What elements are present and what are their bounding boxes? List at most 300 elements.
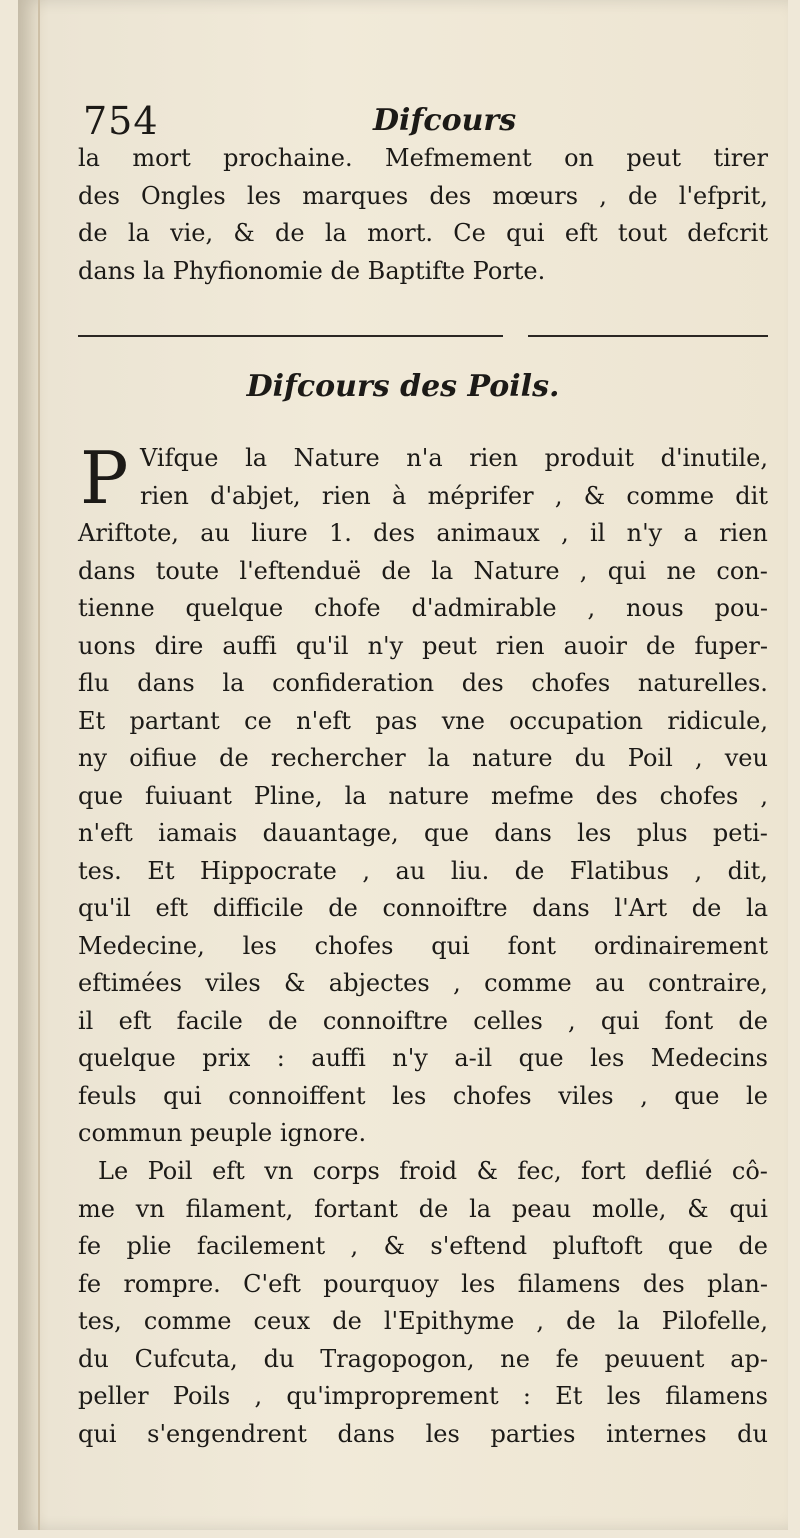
- word: du: [737, 1419, 768, 1448]
- word: pas: [375, 706, 418, 735]
- word: que: [423, 819, 469, 847]
- word: le: [746, 1081, 768, 1110]
- word: ,: [453, 969, 461, 997]
- word: fe: [78, 1269, 102, 1298]
- word: n'eft: [296, 706, 351, 735]
- ornamental-rule: [78, 333, 768, 339]
- word: plie: [126, 1232, 172, 1260]
- continuation-line: [78, 178, 768, 216]
- word: &: [284, 969, 306, 997]
- word: de: [275, 219, 305, 247]
- paragraph-line: [78, 628, 768, 666]
- word: les: [577, 819, 612, 847]
- word: vn: [135, 1194, 165, 1223]
- text-line: [78, 215, 768, 253]
- paragraph-line: [78, 1378, 768, 1416]
- word: viles: [558, 1081, 614, 1110]
- word: filament,: [185, 1194, 294, 1223]
- word: Nature: [473, 556, 560, 585]
- paragraph-line: [78, 1191, 768, 1229]
- word: n'y: [367, 631, 404, 660]
- word: qui: [431, 931, 470, 960]
- word: abjectes: [328, 969, 430, 997]
- word: naturelles.: [637, 669, 768, 697]
- word: n'y: [626, 519, 663, 547]
- word: Ongles: [141, 181, 226, 210]
- word: vie,: [170, 219, 214, 247]
- word: pou-: [714, 594, 768, 622]
- page-number: 754: [83, 99, 159, 143]
- paragraph-line: [78, 1416, 768, 1454]
- continuation-line: [78, 215, 768, 253]
- word: chofe: [314, 594, 381, 622]
- word: filamens: [517, 1269, 621, 1298]
- word: rompre.: [123, 1269, 221, 1298]
- word: n'a: [406, 444, 443, 472]
- word: nous: [626, 594, 684, 622]
- text-line: [78, 178, 768, 216]
- word: Le: [98, 1157, 129, 1185]
- word: les: [606, 1382, 641, 1410]
- text-line: [78, 1341, 768, 1379]
- word: tienne: [78, 594, 155, 622]
- word: s'engendrent: [147, 1419, 307, 1448]
- word: au: [200, 519, 230, 547]
- word: font: [507, 931, 557, 960]
- word: mefme: [491, 781, 574, 810]
- word: pourquoy: [323, 1269, 439, 1298]
- word: confideration: [272, 669, 435, 697]
- word: ,: [350, 1232, 359, 1260]
- word: eft: [564, 219, 598, 247]
- word: au: [595, 969, 625, 997]
- drop-cap-letter: P: [80, 436, 129, 520]
- word: peut: [422, 631, 477, 660]
- paragraph-line: [78, 515, 768, 553]
- word: la: [617, 1307, 640, 1335]
- word: molle,: [592, 1194, 667, 1223]
- word: dit: [735, 481, 768, 510]
- word: de: [738, 1232, 768, 1260]
- word: de: [268, 1006, 298, 1035]
- continuation-line: [78, 140, 768, 178]
- text-line: [78, 515, 768, 553]
- word: la: [222, 669, 245, 697]
- word: font: [664, 1006, 714, 1035]
- paragraph-line: [78, 1303, 768, 1341]
- word: mœurs: [492, 181, 579, 210]
- word: chofes: [314, 931, 394, 960]
- word: d'inutile,: [660, 444, 768, 472]
- word: ,: [568, 1006, 576, 1035]
- word: plus: [636, 819, 688, 847]
- word: que: [674, 1081, 720, 1110]
- word: a-il: [454, 1044, 493, 1072]
- word: l'Art: [614, 894, 668, 922]
- word: n'eft: [78, 819, 133, 847]
- word: Vifque: [140, 444, 219, 472]
- word: les: [425, 1419, 460, 1448]
- word: Mefmement: [385, 144, 532, 172]
- paragraph-line: [78, 440, 768, 478]
- text-line: [78, 965, 768, 1003]
- word: liu.: [450, 856, 490, 885]
- word: contraire,: [648, 969, 768, 997]
- paragraph-line: [78, 1115, 768, 1153]
- word: nature: [388, 781, 470, 810]
- word: facile: [176, 1006, 243, 1035]
- word: tirer: [713, 144, 768, 172]
- running-head: Difcours: [373, 103, 517, 138]
- page-header: [83, 96, 763, 146]
- word: ny: [78, 744, 108, 772]
- paragraph-line: [78, 665, 768, 703]
- word: liure: [251, 519, 308, 547]
- text-line: [78, 853, 768, 891]
- word: dire: [154, 631, 204, 660]
- word: des: [429, 181, 472, 210]
- word: corps: [312, 1157, 380, 1185]
- word: facilement: [196, 1232, 326, 1260]
- word: de: [645, 631, 676, 660]
- text-line: [140, 440, 768, 478]
- word: ne: [666, 556, 697, 585]
- word: au: [395, 856, 426, 885]
- word: on: [564, 144, 594, 172]
- word: rien: [140, 481, 189, 510]
- word: quelque: [78, 1044, 176, 1072]
- word: fuper-: [694, 631, 768, 660]
- text-line: [78, 703, 768, 741]
- word: me: [78, 1194, 115, 1223]
- word: Tragopogon,: [320, 1344, 475, 1373]
- word: occupation: [509, 706, 643, 735]
- word: peti-: [712, 819, 768, 847]
- word: connoiftre: [382, 894, 508, 922]
- word: flu: [78, 669, 110, 697]
- word: qui: [78, 1419, 117, 1448]
- paragraph-line: [78, 703, 768, 741]
- word: du: [574, 744, 606, 772]
- word: mort.: [367, 219, 434, 247]
- word: ,: [561, 519, 569, 547]
- word: d'abjet,: [210, 481, 301, 510]
- word: il: [589, 519, 606, 547]
- paragraph-two: [78, 1153, 768, 1453]
- word: de: [514, 856, 545, 885]
- text-line: [78, 815, 768, 853]
- word: eft: [155, 894, 189, 922]
- rule-segment-left: [78, 335, 503, 337]
- word: la: [78, 144, 100, 172]
- word: qui: [607, 556, 647, 585]
- text-line: [78, 590, 768, 628]
- word: eft: [118, 1006, 152, 1035]
- word: auffi: [311, 1044, 366, 1072]
- word: des: [461, 669, 504, 697]
- word: fortant: [314, 1194, 398, 1223]
- word: uons: [78, 631, 136, 660]
- word: ne: [500, 1344, 530, 1373]
- paragraph-line: [78, 1003, 768, 1041]
- word: dans: [337, 1419, 395, 1448]
- word: de: [78, 219, 108, 247]
- word: connoiffent: [228, 1081, 366, 1110]
- word: Ariftote,: [78, 519, 179, 547]
- section-title: Difcours des Poils.: [246, 369, 560, 404]
- paragraph-line: [78, 1228, 768, 1266]
- word: l'efprit,: [678, 181, 768, 210]
- word: Et: [555, 1382, 583, 1410]
- word: tes.: [78, 856, 122, 885]
- word: peuuent: [604, 1344, 705, 1373]
- word: Ce: [453, 219, 486, 247]
- word: Medecine,: [78, 931, 205, 960]
- word: comme: [484, 969, 572, 997]
- word: la: [245, 444, 268, 472]
- word: prochaine.: [223, 144, 353, 172]
- paragraph-one: [78, 436, 768, 1153]
- text-line: [78, 553, 768, 591]
- text-line: [78, 1416, 768, 1454]
- word: &: [476, 1157, 498, 1185]
- word: l'Epithyme: [383, 1307, 515, 1335]
- text-line: [78, 1191, 768, 1229]
- word: fuiuant: [144, 781, 232, 810]
- word: du: [263, 1344, 295, 1373]
- word: :: [276, 1044, 285, 1072]
- word: ce: [244, 706, 272, 735]
- word: de: [691, 894, 722, 922]
- book-page: [18, 0, 788, 1530]
- word: toute: [155, 556, 220, 585]
- word: de: [738, 1006, 768, 1035]
- word: rien: [321, 481, 371, 510]
- word: d'admirable: [411, 594, 557, 622]
- word: auoir: [563, 631, 627, 660]
- text-line: [78, 928, 768, 966]
- word: Et: [147, 856, 175, 885]
- word: ,: [254, 1382, 263, 1410]
- word: des: [642, 1269, 685, 1298]
- word: ,: [554, 481, 563, 510]
- word: ceux: [253, 1307, 311, 1335]
- word: pluftoft: [552, 1232, 643, 1260]
- word: filamens: [665, 1382, 768, 1410]
- word: eftimées: [78, 969, 182, 997]
- word: ,: [536, 1307, 545, 1335]
- word: dit,: [727, 856, 768, 885]
- word: animaux: [436, 519, 540, 547]
- continuation-line: [78, 253, 768, 291]
- word: que: [78, 781, 124, 810]
- word: deflié: [644, 1157, 713, 1185]
- word: peau: [511, 1194, 572, 1223]
- word: qui: [506, 219, 545, 247]
- text-line: [78, 1003, 768, 1041]
- word: de: [219, 744, 249, 772]
- word: feuls: [78, 1081, 137, 1110]
- word: Poils: [172, 1382, 231, 1410]
- word: la: [469, 1194, 492, 1223]
- word: qui: [600, 1006, 640, 1035]
- word: la: [431, 556, 454, 585]
- word: qu'il: [78, 894, 131, 922]
- word: ,: [640, 1081, 648, 1110]
- word: &: [233, 219, 255, 247]
- word: parties: [490, 1419, 576, 1448]
- word: peut: [626, 144, 682, 172]
- word: la: [324, 219, 347, 247]
- word: la: [746, 894, 768, 922]
- word: de: [628, 181, 658, 210]
- word: :: [522, 1382, 531, 1410]
- word: quelque: [185, 594, 284, 622]
- word: Medecins: [650, 1044, 768, 1072]
- paragraph-line: [78, 1040, 768, 1078]
- word: de: [332, 1307, 362, 1335]
- word: Pilofelle,: [661, 1307, 768, 1335]
- paragraph-line: [78, 1153, 768, 1191]
- word: que: [667, 1232, 713, 1260]
- word: s'eftend: [430, 1232, 528, 1260]
- word: rien: [469, 444, 519, 472]
- word: rechercher: [270, 744, 406, 772]
- text-line: [78, 140, 768, 178]
- word: des: [373, 519, 416, 547]
- word: comme: [143, 1307, 232, 1335]
- word: ,: [362, 856, 371, 885]
- word: oifiue: [129, 744, 197, 772]
- word: connoiftre: [322, 1006, 448, 1035]
- text-line: [98, 1153, 768, 1191]
- word: &: [383, 1232, 405, 1260]
- text-line: [78, 1378, 768, 1416]
- word: la: [344, 781, 367, 810]
- word: Poil: [147, 1157, 193, 1185]
- word: des: [78, 181, 120, 210]
- word: Flatibus: [569, 856, 669, 885]
- word: la: [427, 744, 450, 772]
- word: viles: [205, 969, 261, 997]
- word: dauantage,: [262, 819, 399, 847]
- word: fe: [78, 1232, 102, 1260]
- paragraph-line: [78, 928, 768, 966]
- text-line: [78, 1303, 768, 1341]
- word: peller: [78, 1382, 149, 1410]
- word: marques: [302, 181, 409, 210]
- paragraph-line: [78, 778, 768, 816]
- word: Et: [78, 706, 106, 735]
- text-line: [78, 1228, 768, 1266]
- paragraph-line: [78, 1078, 768, 1116]
- word: C'eft: [243, 1269, 301, 1298]
- word: les: [461, 1269, 496, 1298]
- word: qui: [729, 1194, 768, 1223]
- word: les: [392, 1081, 427, 1110]
- word: Poil: [627, 744, 673, 772]
- word: froid: [399, 1157, 458, 1185]
- word: fort: [581, 1157, 626, 1185]
- page-edge-line: [38, 0, 40, 1530]
- word: auffi: [222, 631, 277, 660]
- word: vn: [264, 1157, 294, 1185]
- word: defcrit: [687, 219, 768, 247]
- word: &: [583, 481, 606, 510]
- word: ,: [694, 856, 703, 885]
- paragraph-line: [78, 740, 768, 778]
- word: dans: [137, 669, 195, 697]
- word: l'eftenduë: [239, 556, 362, 585]
- word: Cufcuta,: [134, 1344, 238, 1373]
- word: rien: [719, 519, 768, 547]
- word: ,: [579, 556, 588, 585]
- word: nature: [472, 744, 553, 772]
- word: ,: [760, 781, 768, 810]
- word: chofes: [659, 781, 739, 810]
- text-line: dans la Phyfionomie de Baptifte Porte.: [78, 256, 546, 285]
- word: qu'il: [295, 631, 349, 660]
- word: celles: [473, 1006, 543, 1035]
- word: a: [683, 519, 698, 547]
- text-line: [78, 778, 768, 816]
- paragraph-line: [78, 590, 768, 628]
- text-line: [140, 478, 768, 516]
- word: du: [78, 1344, 109, 1373]
- paragraph-line: [78, 965, 768, 1003]
- word: mort: [132, 144, 191, 172]
- word: difficile: [212, 894, 304, 922]
- word: Nature: [293, 444, 380, 472]
- word: tout: [617, 219, 668, 247]
- paragraph-line: [78, 1341, 768, 1379]
- word: qu'improprement: [286, 1382, 499, 1410]
- word: produit: [544, 444, 635, 472]
- text-line: [78, 1266, 768, 1304]
- word: &: [687, 1194, 709, 1223]
- word: partant: [129, 706, 220, 735]
- paragraph-line: [78, 1266, 768, 1304]
- word: tes,: [78, 1307, 122, 1335]
- text-line: [78, 740, 768, 778]
- word: Pline,: [253, 781, 323, 810]
- word: dans: [532, 894, 590, 922]
- word: ordinairement: [593, 931, 768, 960]
- word: que: [518, 1044, 564, 1072]
- word: con-: [716, 556, 768, 585]
- word: à: [391, 481, 407, 510]
- word: cô-: [731, 1157, 768, 1185]
- word: de: [566, 1307, 596, 1335]
- text-line: [78, 890, 768, 928]
- word: ,: [587, 594, 596, 622]
- word: de: [418, 1194, 449, 1223]
- word: internes: [606, 1419, 707, 1448]
- word: chofes: [452, 1081, 532, 1110]
- word: les: [590, 1044, 625, 1072]
- word: eft: [212, 1157, 245, 1185]
- word: 1.: [328, 519, 352, 547]
- word: veu: [724, 744, 768, 772]
- word: de: [381, 556, 411, 585]
- word: les: [246, 181, 282, 210]
- word: plan-: [707, 1269, 768, 1298]
- word: dans: [78, 556, 136, 585]
- word: ,: [599, 181, 607, 210]
- continuation-text: [78, 140, 768, 290]
- word: ap-: [730, 1344, 768, 1373]
- text-line: [78, 1040, 768, 1078]
